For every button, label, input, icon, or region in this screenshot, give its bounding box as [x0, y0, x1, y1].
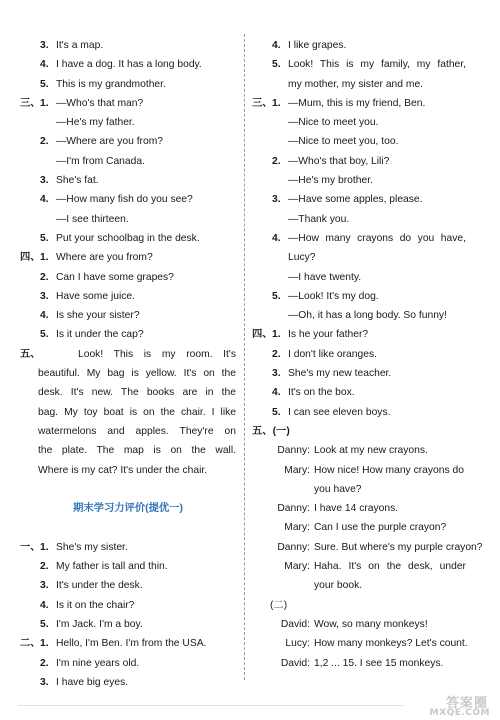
answer-text: —Look! It's my dog. [288, 290, 379, 302]
answer-line [20, 441, 236, 460]
answer-text: —He's my father. [56, 117, 135, 129]
item-number: 4. [272, 40, 281, 51]
item-number: 3. [272, 368, 281, 380]
answer-text: It's under the desk. [56, 580, 143, 592]
answer-line [252, 94, 466, 113]
item-number: 1. [40, 638, 49, 650]
speaker-label: Mary: [284, 561, 310, 573]
speaker-label: Lucy: [285, 638, 310, 650]
item-number: 1. [40, 97, 49, 109]
answer-line [252, 55, 466, 74]
section-marker: 四、 [252, 329, 273, 341]
answer-text: my mother, my sister and me. [288, 78, 424, 90]
speaker-label: Danny: [277, 503, 310, 515]
answer-line [252, 383, 466, 402]
answer-line [20, 287, 236, 306]
item-number: 5. [40, 618, 49, 630]
item-number: 3. [40, 580, 49, 592]
item-number: 1. [40, 252, 49, 264]
answer-line [20, 36, 236, 55]
answer-line [20, 596, 236, 615]
answer-line [252, 325, 466, 344]
item-number: 2. [40, 561, 49, 573]
item-number: 5. [272, 406, 281, 418]
answer-text: —Who's that man? [56, 97, 144, 109]
answer-text: This is my grandmother. [56, 78, 166, 90]
answer-text: —I have twenty. [288, 271, 362, 283]
answer-line [20, 132, 236, 151]
answer-line [252, 113, 466, 132]
speaker-label: David: [280, 618, 310, 630]
answer-text: Look! This is my family, my father, [288, 59, 466, 71]
answer-text: Where are you from? [56, 252, 153, 264]
speaker-label: Mary: [284, 464, 310, 476]
answer-line [252, 345, 466, 364]
answer-line [252, 364, 466, 383]
watermark-url: MXQE.COM [429, 708, 490, 718]
item-number: 5. [40, 78, 49, 90]
answer-line [252, 596, 466, 615]
answer-line [252, 36, 466, 55]
speaker-label: Danny: [277, 541, 310, 553]
answer-line [20, 499, 236, 518]
answer-text: Where is my cat? It's under the chair. [38, 464, 208, 476]
item-number: 3. [40, 290, 49, 302]
answer-line [252, 634, 466, 653]
answer-text: your book. [314, 580, 363, 592]
answer-line [252, 557, 466, 576]
answer-text: —How many fish do you see? [56, 194, 193, 206]
answer-text: 1,2 ... 15. I see 15 monkeys. [314, 657, 444, 669]
right-answer-column [252, 36, 483, 673]
answer-text: —Where are you from? [56, 136, 164, 148]
answer-text: Is he your father? [288, 329, 369, 341]
answer-text: Is it on the chair? [56, 599, 135, 611]
answer-line [252, 171, 466, 190]
watermark-text: 答案圈 [445, 696, 488, 711]
answer-text: Look at my new crayons. [314, 445, 428, 457]
answer-text: —Who's that boy, Lili? [288, 155, 390, 167]
answer-line [20, 152, 236, 171]
answer-text: —He's my brother. [288, 175, 373, 187]
answer-text: It's a map. [56, 40, 104, 51]
answer-line [252, 518, 466, 537]
item-number: 3. [272, 194, 281, 206]
answer-line [20, 94, 236, 113]
answer-text: She's my sister. [56, 541, 128, 553]
item-number: 4. [40, 194, 49, 206]
answer-text: —I'm from Canada. [56, 155, 145, 167]
answer-text: Wow, so many monkeys! [314, 618, 428, 630]
item-number: 4. [272, 232, 281, 244]
watermark-logo [406, 692, 492, 718]
answer-line [252, 268, 466, 287]
item-number: 5. [40, 232, 49, 244]
answer-text: She's fat. [56, 175, 99, 187]
answer-line [20, 190, 236, 209]
answer-line [20, 576, 236, 595]
answer-line [20, 518, 236, 537]
answer-text: Is it under the cap? [56, 329, 144, 341]
answer-line [252, 190, 466, 209]
column-divider [244, 34, 245, 680]
answer-line [252, 441, 466, 460]
answer-line [252, 615, 466, 634]
answer-text: Put your schoolbag in the desk. [56, 232, 200, 244]
answer-text: beautiful. My bag is yellow. It's on the [38, 368, 236, 380]
answer-line [20, 75, 236, 94]
answer-text: —Nice to meet you. [288, 117, 379, 129]
answer-text: My father is tall and thin. [56, 561, 168, 573]
item-number: 2. [40, 657, 49, 669]
answer-line [20, 210, 236, 229]
answer-line [20, 113, 236, 132]
answer-line [20, 634, 236, 653]
answer-text: It's on the box. [288, 387, 355, 399]
item-number: 2. [40, 136, 49, 148]
item-number: 1. [272, 329, 281, 341]
item-number: 3. [40, 175, 49, 187]
answer-line [20, 345, 236, 364]
answer-line [252, 480, 466, 499]
answer-text: Look! This is my room. It's [78, 348, 236, 360]
item-number: 4. [40, 59, 49, 71]
answer-line [20, 364, 236, 383]
section-marker: 四、 [20, 252, 41, 264]
left-answer-column [20, 36, 236, 692]
answer-line [252, 576, 466, 595]
answer-line [252, 229, 466, 248]
answer-text: I'm nine years old. [56, 657, 140, 669]
section-marker: 一、 [20, 541, 41, 553]
answer-line [20, 480, 236, 499]
answer-text: How nice! How many crayons do [314, 464, 464, 476]
section-marker: 三、 [252, 97, 273, 109]
answer-text: the plate. The map is on the wall. [38, 445, 236, 457]
answer-text: I like grapes. [288, 40, 347, 51]
answer-text: Lucy? [288, 252, 316, 264]
answer-text: I can see eleven boys. [288, 406, 391, 418]
section-heading: 期末学习力评价(提优一) [73, 503, 183, 515]
answer-line [20, 461, 236, 480]
item-number: 5. [40, 329, 49, 341]
answer-line [20, 306, 236, 325]
answer-text: Sure. But where's my purple crayon? [314, 541, 483, 553]
answer-line [20, 615, 236, 634]
answer-text: you have? [314, 483, 362, 495]
footer-rule [18, 705, 404, 706]
answer-text: (二) [270, 599, 288, 611]
answer-line [252, 538, 483, 557]
answer-line [252, 287, 466, 306]
answer-text: —Oh, it has a long body. So funny! [288, 310, 447, 322]
answer-line [252, 403, 466, 422]
item-number: 2. [272, 155, 281, 167]
answer-text: Can I use the purple crayon? [314, 522, 447, 534]
answer-line [252, 248, 466, 267]
item-number: 3. [40, 40, 49, 51]
answer-line [20, 325, 236, 344]
item-number: 4. [40, 599, 49, 611]
answer-text: bag. My toy boat is on the chair. I like [38, 406, 236, 418]
answer-line [20, 171, 236, 190]
speaker-label: Mary: [284, 522, 310, 534]
answer-line [252, 132, 466, 151]
answer-text: desk. It's new. The books are in the [38, 387, 236, 399]
answer-line [252, 152, 466, 171]
item-number: 1. [272, 97, 281, 109]
answer-line [252, 306, 466, 325]
answer-text: Can I have some grapes? [56, 271, 174, 283]
section-marker: 五、 [20, 348, 41, 360]
answer-text: How many monkeys? Let's count. [314, 638, 468, 650]
answer-line [20, 55, 236, 74]
answer-text: I'm Jack. I'm a boy. [56, 618, 143, 630]
answer-text: —Have some apples, please. [288, 194, 423, 206]
section-marker: 三、 [20, 97, 41, 109]
answer-text: Is she your sister? [56, 310, 140, 322]
answer-line [20, 248, 236, 267]
answer-line [20, 557, 236, 576]
answer-text: —How many crayons do you have, [288, 232, 466, 244]
answer-text: I have 14 crayons. [314, 503, 399, 515]
answer-text: —Thank you. [288, 213, 350, 225]
answer-line [252, 654, 466, 673]
speaker-label: David: [280, 657, 310, 669]
item-number: 5. [272, 290, 281, 302]
answer-line [252, 422, 466, 441]
answer-text: I don't like oranges. [288, 348, 377, 360]
answer-line [252, 461, 466, 480]
answer-text: watermelons and apples. They're on [38, 425, 236, 437]
answer-text: Hello, I'm Ben. I'm from the USA. [56, 638, 207, 650]
answer-line [20, 654, 236, 673]
answer-line [252, 210, 466, 229]
answer-text: She's my new teacher. [288, 368, 392, 380]
answer-text: Haha. It's on the desk, under [314, 561, 466, 573]
section-marker: 五、(一) [252, 425, 290, 437]
answer-line [20, 383, 236, 402]
item-number: 4. [40, 310, 49, 322]
answer-line [252, 75, 466, 94]
speaker-label: Danny: [277, 445, 310, 457]
answer-line [20, 422, 236, 441]
answer-line [252, 499, 466, 518]
answer-text: —Mum, this is my friend, Ben. [288, 97, 426, 109]
answer-text: I have big eyes. [56, 676, 129, 688]
answer-text: I have a dog. It has a long body. [56, 59, 202, 71]
answer-text: —Nice to meet you, too. [288, 136, 399, 148]
page-footer [0, 690, 500, 720]
answer-line [20, 538, 236, 557]
answer-text: —I see thirteen. [56, 213, 129, 225]
item-number: 4. [272, 387, 281, 399]
item-number: 3. [40, 676, 49, 688]
answer-text: Have some juice. [56, 290, 135, 302]
answer-line [20, 403, 236, 422]
item-number: 1. [40, 541, 49, 553]
answer-line [20, 229, 236, 248]
item-number: 2. [40, 271, 49, 283]
section-marker: 二、 [20, 638, 41, 650]
answer-line [20, 268, 236, 287]
item-number: 5. [272, 59, 281, 71]
item-number: 2. [272, 348, 281, 360]
